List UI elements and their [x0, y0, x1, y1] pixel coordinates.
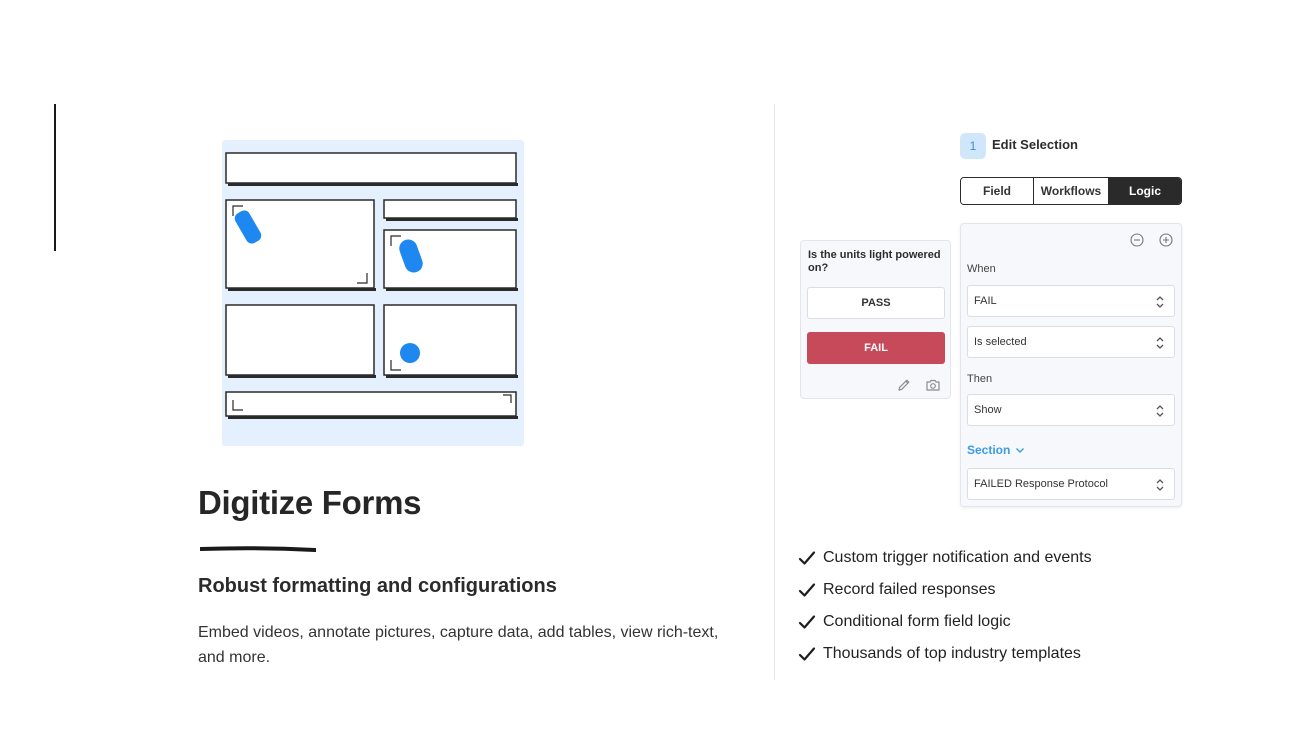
feature-text: Record failed responses [823, 581, 996, 598]
condition-select-value: Is selected [974, 336, 1027, 348]
tab-field[interactable]: Field [961, 178, 1034, 204]
feature-list [798, 542, 1092, 670]
logic-panel [960, 223, 1182, 507]
tab-logic[interactable]: Logic [1109, 178, 1181, 204]
chevron-updown-icon [1154, 294, 1166, 310]
pencil-icon[interactable] [896, 377, 912, 393]
feature-text: Thousands of top industry templates [823, 645, 1081, 662]
forms-illustration-svg [220, 138, 526, 448]
action-select-value: Show [974, 404, 1002, 416]
tab-workflows[interactable]: Workflows [1034, 178, 1109, 204]
section-subtitle: Robust formatting and configurations [198, 575, 557, 597]
target-select[interactable] [967, 468, 1175, 500]
section-description: Embed videos, annotate pictures, capture data, add tables, view rich-text, and more. [198, 624, 719, 666]
list-item [798, 606, 1092, 638]
when-select-value: FAIL [974, 295, 997, 307]
when-select[interactable] [967, 285, 1175, 317]
list-item [798, 638, 1092, 670]
chevron-updown-icon [1154, 335, 1166, 351]
action-select[interactable] [967, 394, 1175, 426]
checkmark-icon [798, 613, 816, 631]
when-label: When [967, 263, 996, 275]
vertical-divider [774, 104, 775, 680]
then-label: Then [967, 373, 993, 385]
chevron-updown-icon [1154, 403, 1166, 419]
editor-tabs [960, 177, 1182, 205]
left-accent-bar [54, 104, 56, 251]
step-number-badge: 1 [960, 133, 986, 159]
question-text: Is the units light powered on? [808, 249, 941, 274]
chevron-down-icon [1014, 444, 1026, 456]
pass-button[interactable]: PASS [807, 287, 945, 319]
page-title: Digitize Forms [198, 484, 422, 521]
list-item [798, 574, 1092, 606]
camera-icon[interactable] [925, 377, 941, 393]
section-dropdown[interactable] [967, 443, 1026, 457]
checkmark-icon [798, 581, 816, 599]
feature-text: Custom trigger notification and events [823, 549, 1092, 566]
question-card [800, 240, 951, 399]
checkmark-icon [798, 549, 816, 567]
condition-select[interactable] [967, 326, 1175, 358]
checkmark-icon [798, 645, 816, 663]
target-select-value: FAILED Response Protocol [974, 478, 1108, 490]
plus-circle-icon[interactable] [1158, 232, 1174, 248]
list-item [798, 542, 1092, 574]
step-title: Edit Selection [992, 137, 1078, 152]
fail-button[interactable]: FAIL [807, 332, 945, 364]
minus-circle-icon[interactable] [1129, 232, 1145, 248]
section-dropdown-label: Section [967, 443, 1011, 457]
chevron-updown-icon [1154, 477, 1166, 493]
forms-illustration [220, 138, 526, 448]
title-underline [200, 546, 316, 552]
feature-text: Conditional form field logic [823, 613, 1011, 630]
